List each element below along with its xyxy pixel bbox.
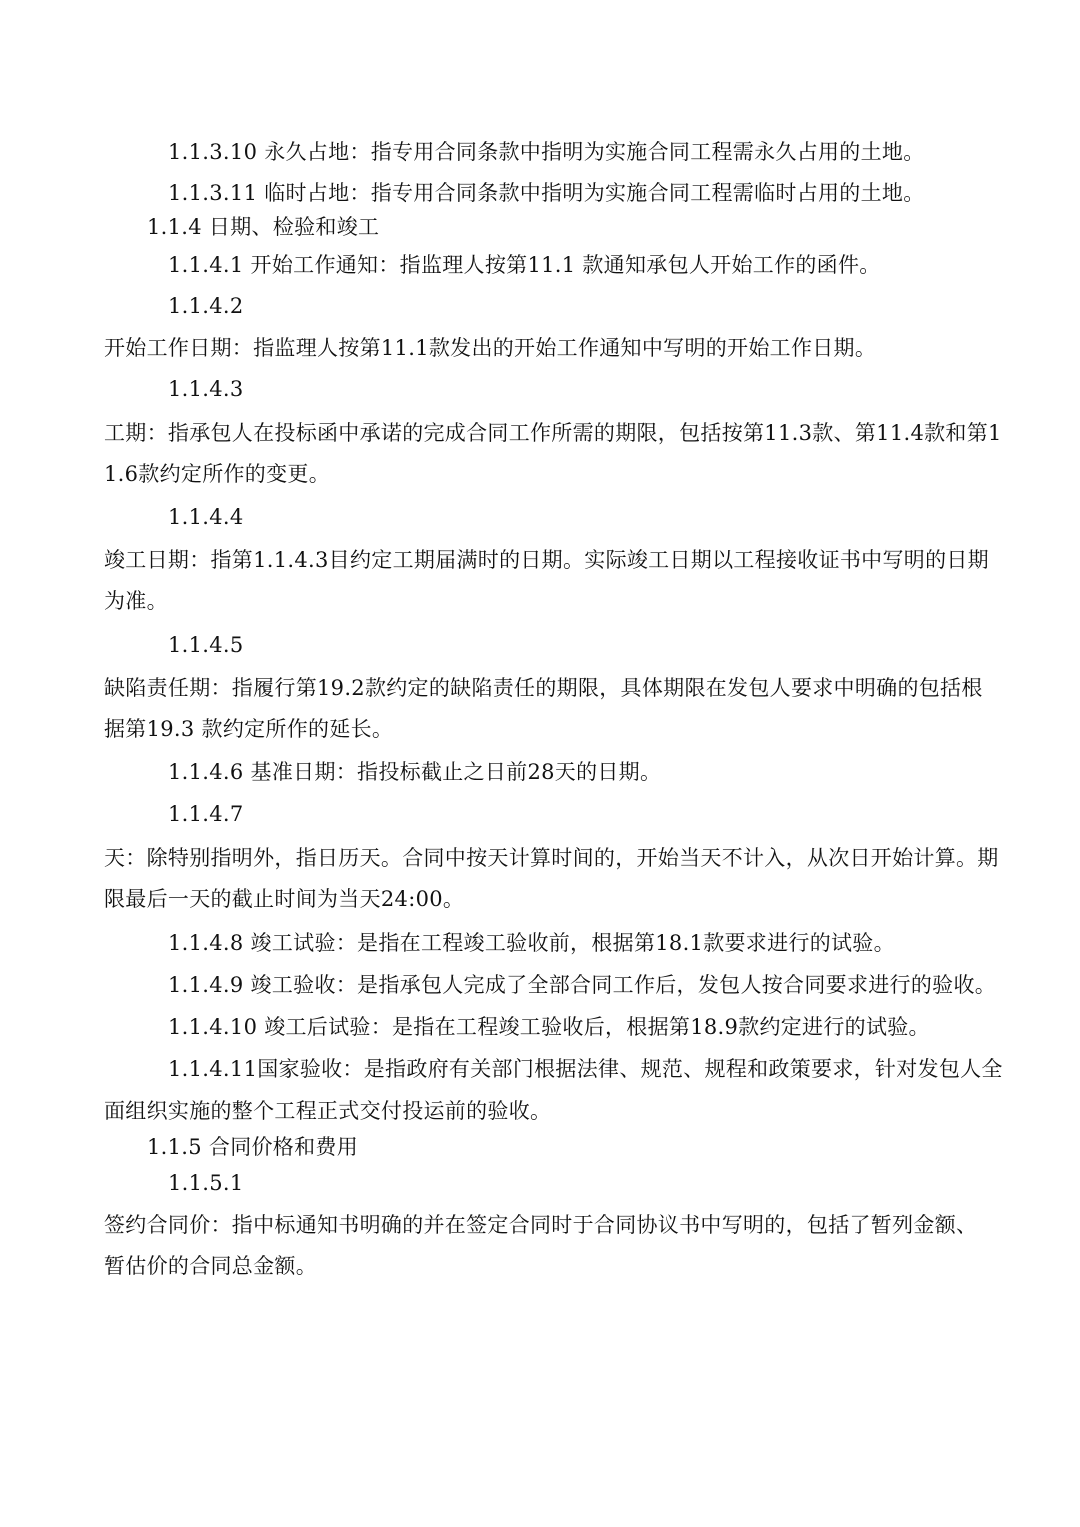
clause-1-1-5-1-text-line-1: 签约合同价：指中标通知书明确的并在签定合同时于合同协议书中写明的，包括了暂列金额、 <box>104 1213 978 1237</box>
clause-1-1-4-6: 1.1.4.6 基准日期：指投标截止之日前28天的日期。 <box>168 760 662 784</box>
clause-number-1-1-4-4: 1.1.4.4 <box>168 505 244 529</box>
clause-number-1-1-4-7: 1.1.4.7 <box>168 802 244 826</box>
clause-1-1-4-9: 1.1.4.9 竣工验收：是指承包人完成了全部合同工作后，发包人按合同要求进行的验收。 <box>168 973 997 997</box>
clause-1-1-4-5-text-line-2: 据第19.3 款约定所作的延长。 <box>104 717 394 741</box>
clause-1-1-4-10: 1.1.4.10 竣工后试验：是指在工程竣工验收后，根据第18.9款约定进行的试验。 <box>168 1015 930 1039</box>
clause-1-1-4-11-line-2: 面组织实施的整个工程正式交付投运前的验收。 <box>104 1099 552 1123</box>
clause-1-1-3-10: 1.1.3.10 永久占地：指专用合同条款中指明为实施合同工程需永久占用的土地。 <box>168 140 925 164</box>
clause-1-1-5-1-text-line-2: 暂估价的合同总金额。 <box>104 1254 317 1278</box>
clause-1-1-4-4-text-line-1: 竣工日期：指第1.1.4.3目约定工期届满时的日期。实际竣工日期以工程接收证书中写明的日期 <box>104 548 989 572</box>
clause-1-1-4-3-text-line-1: 工期：指承包人在投标函中承诺的完成合同工作所需的期限，包括按第11.3款、第11.4款和第1 <box>104 421 1002 445</box>
clause-number-1-1-4-5: 1.1.4.5 <box>168 633 244 657</box>
clause-number-1-1-4-3: 1.1.4.3 <box>168 377 244 401</box>
clause-1-1-4-4-text-line-2: 为准。 <box>104 589 168 613</box>
clause-1-1-4-3-text-line-2: 1.6款约定所作的变更。 <box>104 462 330 486</box>
clause-1-1-4-11-line-1: 1.1.4.11国家验收：是指政府有关部门根据法律、规范、规程和政策要求，针对发包人全 <box>168 1057 1003 1081</box>
clause-1-1-4-5-text-line-1: 缺陷责任期：指履行第19.2款约定的缺陷责任的期限，具体期限在发包人要求中明确的包括根 <box>104 676 983 700</box>
clause-1-1-4-7-text-line-2: 限最后一天的截止时间为当天24:00。 <box>104 887 465 911</box>
clause-1-1-3-11: 1.1.3.11 临时占地：指专用合同条款中指明为实施合同工程需临时占用的土地。 <box>168 181 925 205</box>
clause-1-1-4-8: 1.1.4.8 竣工试验：是指在工程竣工验收前，根据第18.1款要求进行的试验。 <box>168 931 895 955</box>
section-heading-1-1-4: 1.1.4 日期、检验和竣工 <box>147 215 380 239</box>
clause-number-1-1-5-1: 1.1.5.1 <box>168 1171 244 1195</box>
clause-number-1-1-4-2: 1.1.4.2 <box>168 294 244 318</box>
clause-1-1-4-7-text-line-1: 天：除特别指明外，指日历天。合同中按天计算时间的，开始当天不计入，从次日开始计算。期 <box>104 846 999 870</box>
section-heading-1-1-5: 1.1.5 合同价格和费用 <box>147 1135 359 1159</box>
clause-1-1-4-1: 1.1.4.1 开始工作通知：指监理人按第11.1 款通知承包人开始工作的函件。 <box>168 253 881 277</box>
clause-1-1-4-2-text: 开始工作日期：指监理人按第11.1款发出的开始工作通知中写明的开始工作日期。 <box>104 336 877 360</box>
